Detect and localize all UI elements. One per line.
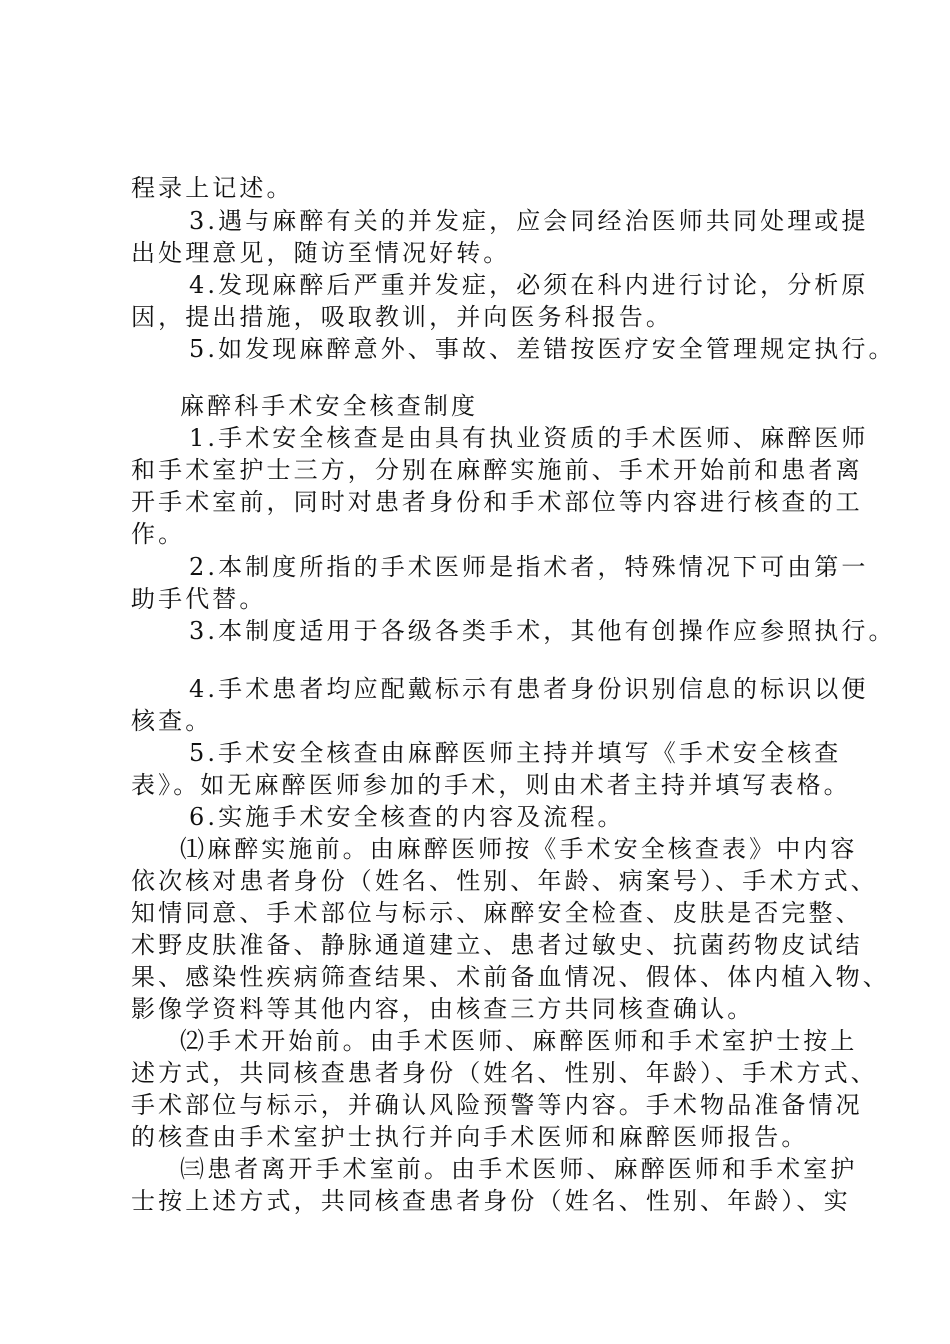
text-line: 1.手术安全核查是由具有执业资质的手术医师、麻醉医师 [189,424,869,452]
text-line: 程录上记述。 [131,174,294,202]
text-line: 的核查由手术室护士执行并向手术医师和麻醉医师报告。 [131,1123,809,1151]
text-line: 开手术室前，同时对患者身份和手术部位等内容进行核查的工 [131,488,863,516]
text-line: 2.本制度所指的手术医师是指术者，特殊情况下可由第一 [189,553,869,581]
text-line: 士按上述方式，共同核查患者身份（姓名、性别、年龄）、实 [131,1187,851,1215]
text-line: 知情同意、手术部位与标示、麻醉安全检查、皮肤是否完整、 [131,899,863,927]
text-line: 5.如发现麻醉意外、事故、差错按医疗安全管理规定执行。 [189,335,896,363]
text-line: ⑴麻醉实施前。由麻醉医师按《手术安全核查表》中内容 [180,835,858,863]
text-line: 影像学资料等其他内容，由核查三方共同核查确认。 [131,995,755,1023]
text-line: 4.手术患者均应配戴标示有患者身份识别信息的标识以便 [189,675,869,703]
text-line: ㈢患者离开手术室前。由手术医师、麻醉医师和手术室护 [180,1155,858,1183]
text-line: 4.发现麻醉后严重并发症，必须在科内进行讨论，分析原 [189,271,869,299]
text-line: 5.手术安全核查由麻醉医师主持并填写《手术安全核查 [189,739,842,767]
text-line: 依次核对患者身份（姓名、性别、年龄、病案号）、手术方式、 [131,867,878,895]
text-line: 出处理意见，随访至情况好转。 [131,239,511,267]
text-line: 术野皮肤准备、静脉通道建立、患者过敏史、抗菌药物皮试结 [131,931,863,959]
text-line: 6.实施手术安全核查的内容及流程。 [189,803,625,831]
text-line: 3.遇与麻醉有关的并发症，应会同经治医师共同处理或提 [189,207,869,235]
text-line: 3.本制度适用于各级各类手术，其他有创操作应参照执行。 [189,617,896,645]
text-line: 表》。如无麻醉医师参加的手术，则由术者主持并填写表格。 [131,771,851,799]
section-title: 麻醉科手术安全核查制度 [180,392,479,420]
text-line: 助手代替。 [131,585,267,613]
text-line: ⑵手术开始前。由手术医师、麻醉医师和手术室护士按上 [180,1027,858,1055]
text-line: 果、感染性疾病筛查结果、术前备血情况、假体、体内植入物、 [131,963,890,991]
text-line: 核查。 [131,707,213,735]
text-line: 作。 [131,520,186,548]
text-line: 手术部位与标示，并确认风险预警等内容。手术物品准备情况 [131,1091,863,1119]
text-line: 因，提出措施，吸取教训，并向医务科报告。 [131,303,673,331]
text-line: 述方式，共同核查患者身份（姓名、性别、年龄）、手术方式、 [131,1059,878,1087]
text-line: 和手术室护士三方，分别在麻醉实施前、手术开始前和患者离 [131,456,863,484]
